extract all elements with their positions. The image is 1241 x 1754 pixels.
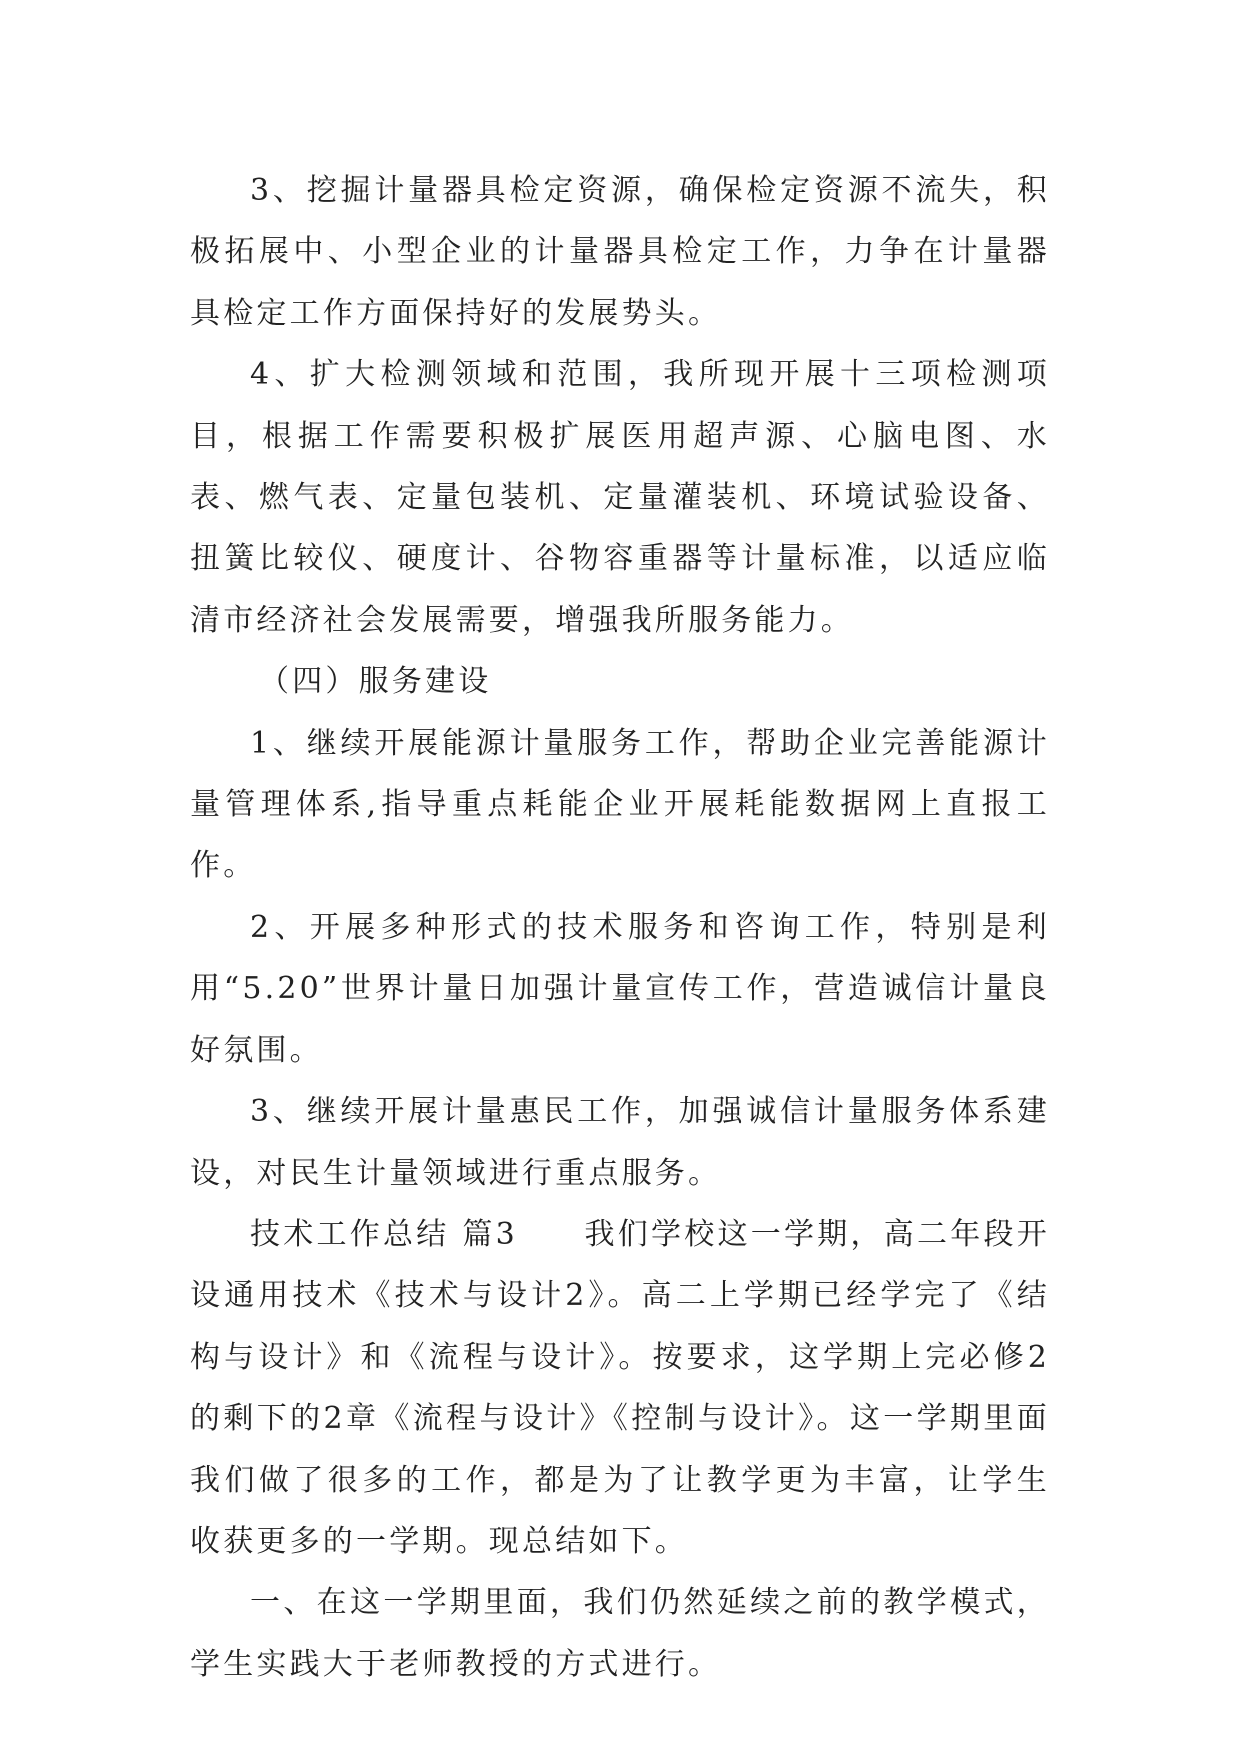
paragraph-item-3: 3、挖掘计量器具检定资源，确保检定资源不流失，积极拓展中、小型企业的计量器具检定工作，力争在计量器具检定工作方面保持好的发展势头。: [190, 173, 1050, 331]
paragraph-teaching-mode: 一、在这一学期里面，我们仍然延续之前的教学模式，学生实践大于老师教授的方式进行。: [190, 1585, 1050, 1682]
document-body: [190, 160, 1050, 1695]
paragraph-service-1: 1、继续开展能源计量服务工作，帮助企业完善能源计量管理体系,指导重点耗能企业开展耗能数据网上直报工作。: [190, 725, 1050, 884]
section-heading-service: （四）服务建设: [259, 664, 492, 700]
paragraph-service-3: 3、继续开展计量惠民工作，加强诚信计量服务体系建设，对民生计量领域进行重点服务。: [190, 1094, 1050, 1191]
paragraph-service-2: 2、开展多种形式的技术服务和咨询工作，特别是利用“5.20”世界计量日加强计量宣传工作，营造诚信计量良好氛围。: [190, 909, 1050, 1068]
paragraph-summary-part-3: 技术工作总结 篇3 我们学校这一学期，高二年段开设通用技术《技术与设计2》。高二上学期已经学完了《结构与设计》和《流程与设计》。按要求，这学期上完必修2的剩下的2章《流程与设计》《控制与设计》。这一学期里面我们做了很多的工作，都是为了让教学更为丰富，让学生收获更多的一学期。现总结如下。: [190, 1216, 1050, 1559]
paragraph-item-4: 4、扩大检测领域和范围，我所现开展十三项检测项目，根据工作需要积极扩展医用超声源、心脑电图、水表、燃气表、定量包装机、定量灌装机、环境试验设备、扭簧比较仪、硬度计、谷物容重器等计量标准，以适应临清市经济社会发展需要，增强我所服务能力。: [190, 357, 1050, 638]
